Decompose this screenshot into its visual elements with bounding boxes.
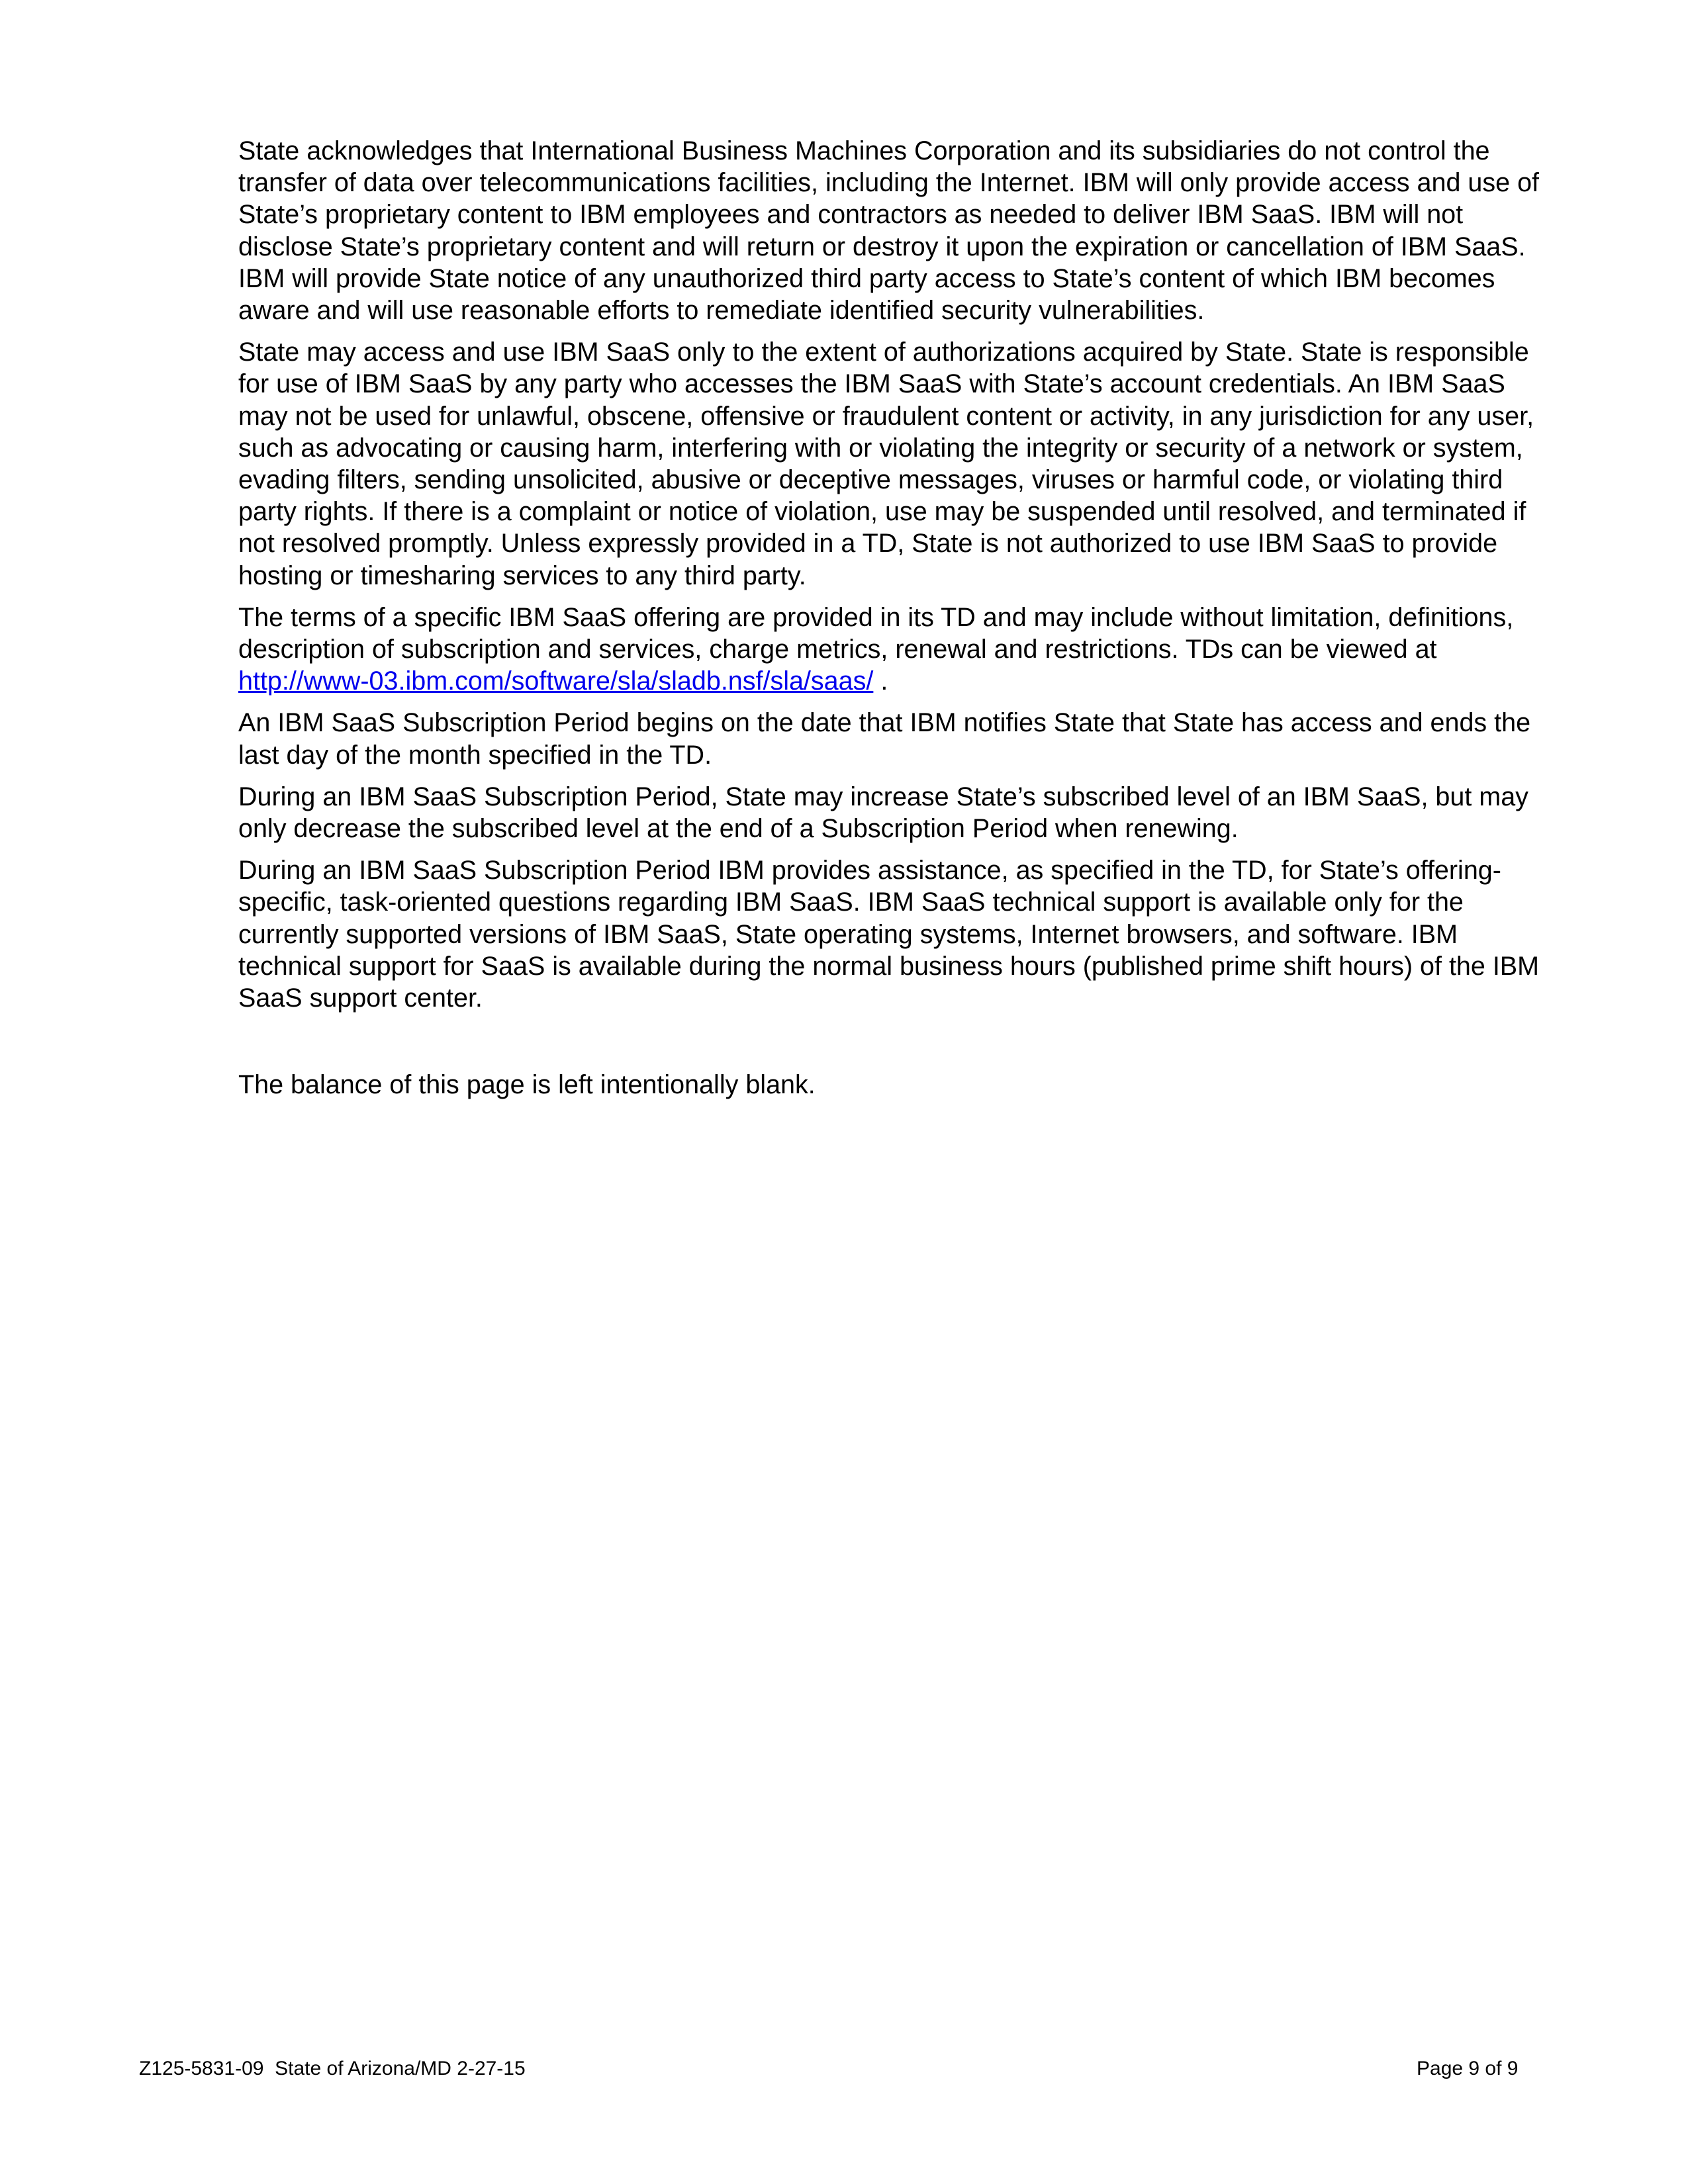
paragraph-subscription-period: An IBM SaaS Subscription Period begins on the date that IBM notifies State that State has access and ends the last day of the month specified in the TD. (238, 708, 1531, 770)
paragraph-offering-terms (238, 602, 1556, 698)
terms-body (238, 135, 1556, 1024)
paragraph-technical-support: During an IBM SaaS Subscription Period IBM provides assistance, as specified in the TD, for State’s offering-specific, task-oriented questions regarding IBM SaaS. IBM SaaS technical support is available only for the currently supported versions of IBM SaaS, State operating systems, Internet browsers, and software. IBM technical support for SaaS is available during the normal business hours (published prime shift hours) of the IBM SaaS support center. (238, 856, 1540, 1013)
paragraph-access-and-use: State may access and use IBM SaaS only to the extent of authorizations acquired by State. State is responsible for use of IBM SaaS by any party who accesses the IBM SaaS with State’s account credentials. An IBM SaaS may not be used for unlawful, obscene, offensive or fraudulent content or activity, in any jurisdiction for any user, such as advocating or causing harm, interfering with or violating the integrity or security of a network or system, evading filters, sending unsolicited, abusive or deceptive messages, viruses or harmful code, or violating third party rights. If there is a complaint or notice of violation, use may be suspended until resolved, and terminated if not resolved promptly. Unless expressly provided in a TD, State is not authorized to use IBM SaaS to provide hosting or timesharing services to any third party. (238, 338, 1534, 590)
terms-documents-link[interactable]: http://www-03.ibm.com/software/sla/sladb.nsf/sla/saas/ (238, 666, 874, 696)
footer-page-number: Page 9 of 9 (1417, 2058, 1519, 2079)
paragraph-subscription-level: During an IBM SaaS Subscription Period, State may increase State’s subscribed level of an IBM SaaS, but may only decrease the subscribed level at the end of a Subscription Period when renewing. (238, 782, 1528, 844)
paragraph-data-transfer: State acknowledges that International Business Machines Corporation and its subsidiaries do not control the transfer of data over telecommunications facilities, including the Internet. IBM will only provide access and use of State’s proprietary content to IBM employees and contractors as needed to deliver IBM SaaS. IBM will not disclose State’s proprietary content and will return or destroy it upon the expiration or cancellation of IBM SaaS. IBM will provide State notice of any unauthorized third party access to State’s content of which IBM becomes aware and will use reasonable efforts to remediate identified security vulnerabilities. (238, 136, 1540, 326)
footer-document-id: Z125-5831-09 State of Arizona/MD 2-27-15 (139, 2058, 526, 2079)
blank-page-note: The balance of this page is left intentionally blank. (238, 1070, 816, 1099)
offering-terms-text: The terms of a specific IBM SaaS offering are provided in its TD and may include without limitation, definitions, description of subscription and services, charge metrics, renewal and restrictions. TDs can be viewed at (238, 602, 1514, 664)
offering-terms-trailing: . (873, 666, 888, 696)
